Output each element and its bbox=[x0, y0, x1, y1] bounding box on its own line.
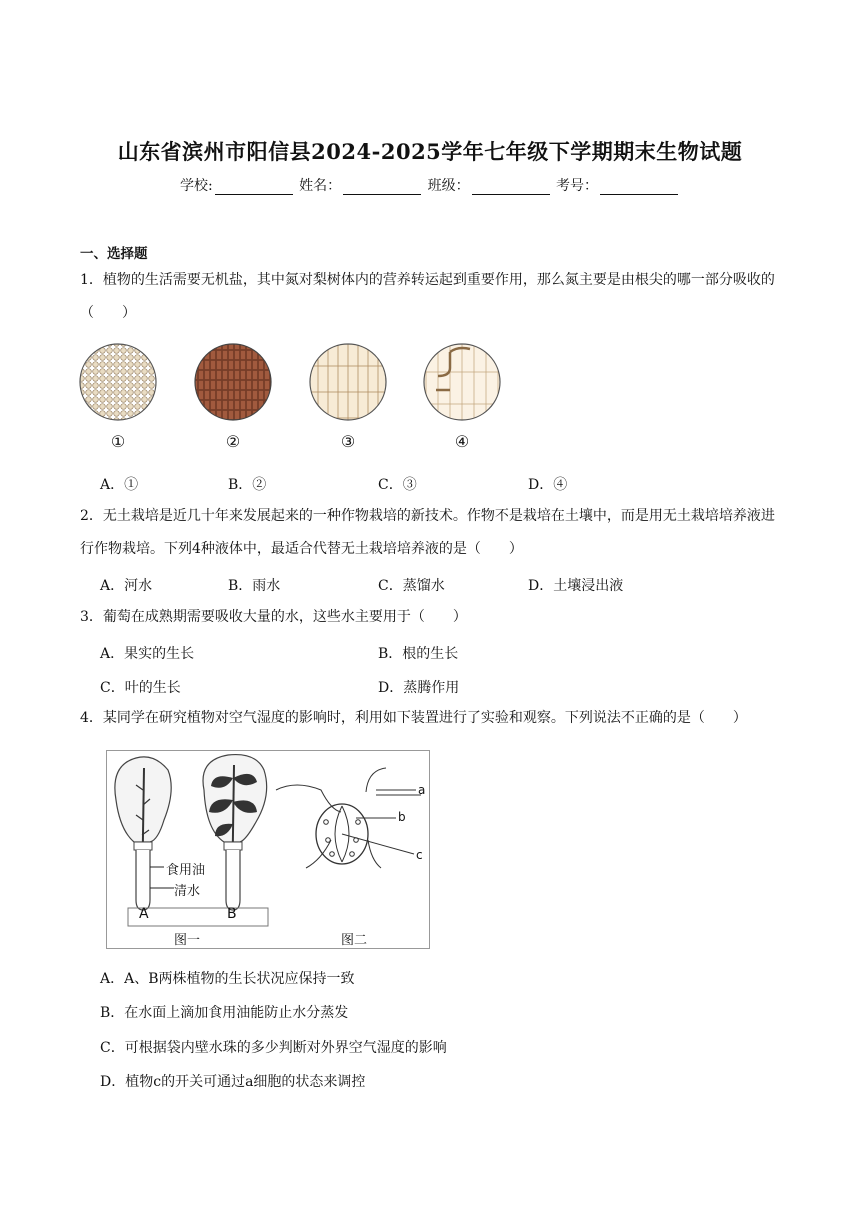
tube-b bbox=[224, 842, 242, 910]
q4-option-d[interactable]: D．植物c的开关可通过a细胞的状态来调控 bbox=[100, 1074, 366, 1090]
school-blank[interactable] bbox=[215, 180, 293, 195]
page-title: 山东省滨州市阳信县2024-2025学年七年级下学期期末生物试题 bbox=[117, 139, 743, 164]
image-label-1: ① bbox=[110, 432, 126, 451]
name-blank[interactable] bbox=[343, 180, 421, 195]
section-heading: 一、选择题 bbox=[80, 246, 148, 262]
q1-option-b[interactable]: B．② bbox=[228, 477, 267, 493]
label-tube-a: A bbox=[139, 906, 149, 922]
q3-option-a[interactable]: A．果实的生长 bbox=[100, 646, 195, 662]
class-blank[interactable] bbox=[472, 180, 550, 195]
label-water: 清水 bbox=[174, 884, 201, 899]
label-oil: 食用油 bbox=[166, 863, 206, 878]
image-4-root-hair-zone bbox=[424, 344, 500, 420]
q4-option-b[interactable]: B．在水面上滴加食用油能防止水分蒸发 bbox=[100, 1005, 349, 1021]
q2-option-d[interactable]: D．土壤浸出液 bbox=[528, 578, 624, 594]
q4-option-c[interactable]: C．可根据袋内壁水珠的多少判断对外界空气湿度的影响 bbox=[100, 1040, 447, 1056]
tube-a bbox=[134, 842, 152, 910]
image-label-2: ② bbox=[225, 432, 241, 451]
root-tip-images bbox=[78, 340, 508, 425]
q2-option-a[interactable]: A．河水 bbox=[100, 578, 153, 594]
q3-option-d[interactable]: D．蒸腾作用 bbox=[378, 680, 460, 696]
q3-option-b[interactable]: B．根的生长 bbox=[378, 646, 459, 662]
q4-option-a[interactable]: A．A、B两株植物的生长状况应保持一致 bbox=[100, 971, 355, 987]
label-part-a: a bbox=[418, 783, 426, 797]
label-part-b: b bbox=[398, 810, 406, 824]
question-4-stem: 4．某同学在研究植物对空气湿度的影响时，利用如下装置进行了实验和观察。下列说法不正确的是（ ） bbox=[80, 710, 747, 726]
student-info-line bbox=[0, 175, 860, 195]
label-fig2: 图二 bbox=[341, 933, 368, 948]
question-1-stem: 1．植物的生活需要无机盐，其中氮对梨树体内的营养转运起到重要作用，那么氮主要是由根尖的哪一部分吸收的（ ） bbox=[80, 272, 775, 321]
class-label: 班级： bbox=[427, 178, 470, 194]
image-label-3: ③ bbox=[340, 432, 356, 451]
q1-option-d[interactable]: D．④ bbox=[528, 477, 568, 493]
question-3-stem: 3．葡萄在成熟期需要吸收大量的水，这些水主要用于（ ） bbox=[80, 609, 467, 625]
q1-option-c[interactable]: C．③ bbox=[378, 477, 417, 493]
label-part-c: c bbox=[416, 848, 423, 862]
q2-option-b[interactable]: B．雨水 bbox=[228, 578, 281, 594]
image-1-meristem bbox=[80, 344, 156, 420]
label-tube-b: B bbox=[227, 906, 237, 922]
question-2-stem: 2．无土栽培是近几十年来发展起来的一种作物栽培的新技术。作物不是栽培在土壤中，而是用无土栽培培养液进行作物栽培。下列4种液体中，最适合代替无土栽培培养液的是（ ） bbox=[80, 508, 775, 557]
exam-number-blank[interactable] bbox=[600, 180, 678, 195]
q3-option-c[interactable]: C．叶的生长 bbox=[100, 680, 181, 696]
exam-number-label: 考号： bbox=[556, 178, 599, 194]
q1-option-a[interactable]: A．① bbox=[100, 477, 139, 493]
name-label: 姓名： bbox=[299, 178, 342, 194]
q2-option-c[interactable]: C．蒸馏水 bbox=[378, 578, 445, 594]
image-2-root-cap bbox=[195, 344, 271, 420]
label-fig1: 图一 bbox=[174, 933, 201, 948]
image-label-4: ④ bbox=[454, 432, 470, 451]
image-3-elongation-zone bbox=[310, 344, 386, 420]
experiment-figure bbox=[106, 750, 430, 950]
school-label: 学校: bbox=[179, 178, 213, 194]
